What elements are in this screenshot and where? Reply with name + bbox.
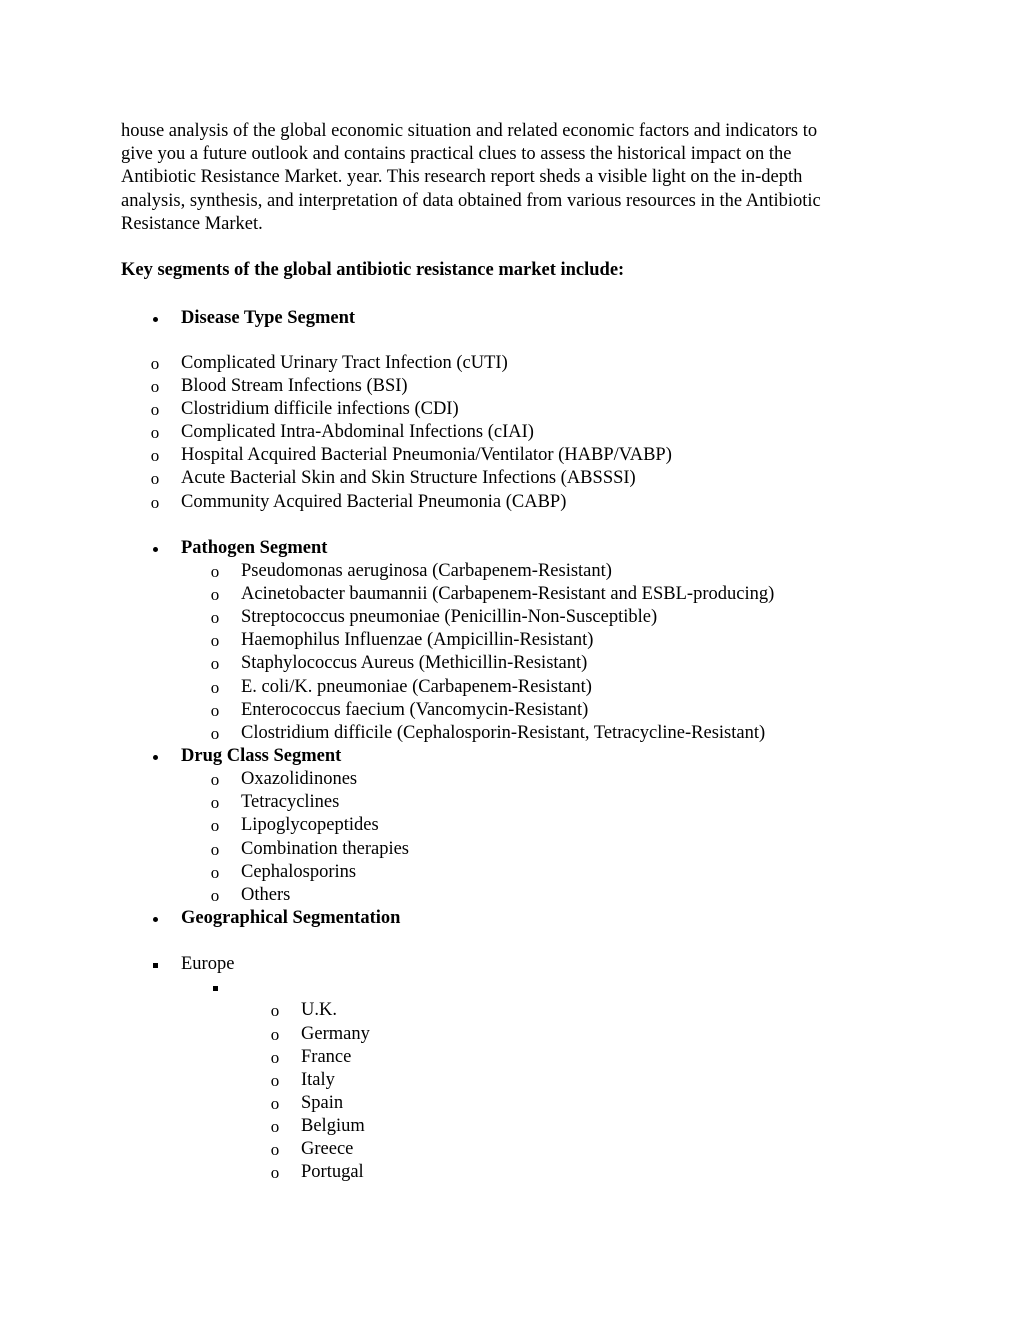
bullet-marker xyxy=(148,907,162,930)
list-item-text: Acute Bacterial Skin and Skin Structure Infections (ABSSSI) xyxy=(181,468,636,488)
circle-marker: o xyxy=(210,631,220,650)
list-item-text: Spain xyxy=(301,1093,344,1113)
bullet-marker xyxy=(148,307,162,330)
list-item-text: Blood Stream Infections (BSI) xyxy=(181,376,408,396)
intro-paragraph xyxy=(121,120,911,236)
circle-marker: o xyxy=(270,1048,280,1067)
list-item-text: U.K. xyxy=(301,1000,337,1020)
circle-marker: o xyxy=(150,354,160,373)
list-item-text: Tetracyclines xyxy=(241,792,340,812)
segment-title: Geographical Segmentation xyxy=(181,908,401,928)
circle-marker: o xyxy=(150,423,160,442)
circle-marker: o xyxy=(210,701,220,720)
intro-line: Resistance Market. xyxy=(121,213,263,234)
bullet-marker xyxy=(148,537,162,560)
list-item-text: Clostridium difficile (Cephalosporin-Resistant, Tetracycline-Resistant) xyxy=(241,723,766,743)
intro-line: give you a future outlook and contains practical clues to assess the historical impact on the xyxy=(121,144,792,165)
circle-marker: o xyxy=(210,562,220,581)
list-item-text: Streptococcus pneumoniae (Penicillin-Non-Susceptible) xyxy=(241,607,658,627)
circle-marker: o xyxy=(150,493,160,512)
circle-marker: o xyxy=(270,1140,280,1159)
intro-line: Antibiotic Resistance Market. year. This research report sheds a visible light on the in-depth xyxy=(121,167,803,188)
circle-marker: o xyxy=(270,1025,280,1044)
circle-marker: o xyxy=(210,678,220,697)
circle-marker: o xyxy=(210,793,220,812)
circle-marker: o xyxy=(210,816,220,835)
list-item-text: Enterococcus faecium (Vancomycin-Resistant) xyxy=(241,700,589,720)
circle-marker: o xyxy=(210,608,220,627)
circle-marker: o xyxy=(150,446,160,465)
segment-title: Pathogen Segment xyxy=(181,538,328,558)
list-item-text: Pseudomonas aeruginosa (Carbapenem-Resistant) xyxy=(241,561,612,581)
circle-marker: o xyxy=(210,840,220,859)
circle-marker: o xyxy=(270,1071,280,1090)
list-item-text: Greece xyxy=(301,1139,354,1159)
circle-marker: o xyxy=(270,1163,280,1182)
list-item-text: Haemophilus Influenzae (Ampicillin-Resistant) xyxy=(241,630,594,650)
circle-marker: o xyxy=(270,1117,280,1136)
circle-marker: o xyxy=(210,770,220,789)
bullet-marker xyxy=(148,745,162,768)
circle-marker: o xyxy=(210,863,220,882)
square-marker xyxy=(148,953,162,976)
list-item-text: Cephalosporins xyxy=(241,862,357,882)
list-item-text: Oxazolidinones xyxy=(241,769,358,789)
segment-title: Drug Class Segment xyxy=(181,746,342,766)
list-item-text: Italy xyxy=(301,1070,335,1090)
circle-marker: o xyxy=(210,886,220,905)
list-item-text: Clostridium difficile infections (CDI) xyxy=(181,399,459,419)
intro-line: analysis, synthesis, and interpretation of data obtained from various resources in the Antibiotic xyxy=(121,190,821,211)
list-item-text: Germany xyxy=(301,1024,370,1044)
circle-marker: o xyxy=(210,585,220,604)
list-item-text: France xyxy=(301,1047,352,1067)
circle-marker: o xyxy=(150,469,160,488)
segment-title: Disease Type Segment xyxy=(181,308,356,328)
circle-marker: o xyxy=(270,1094,280,1113)
circle-marker: o xyxy=(150,377,160,396)
circle-marker: o xyxy=(270,1001,280,1020)
circle-marker: o xyxy=(210,654,220,673)
circle-marker: o xyxy=(210,724,220,743)
list-item-text: Belgium xyxy=(301,1116,365,1136)
list-item-text: Complicated Urinary Tract Infection (cUTI) xyxy=(181,353,508,373)
list-item-text: Staphylococcus Aureus (Methicillin-Resistant) xyxy=(241,653,588,673)
section-heading: Key segments of the global antibiotic resistance market include: xyxy=(121,260,625,280)
list-item-text: Portugal xyxy=(301,1162,364,1182)
list-item-text: Others xyxy=(241,885,291,905)
list-item-text: Combination therapies xyxy=(241,839,410,859)
circle-marker: o xyxy=(150,400,160,419)
intro-line: house analysis of the global economic situation and related economic factors and indicators to xyxy=(121,121,818,141)
list-item-text: Community Acquired Bacterial Pneumonia (CABP) xyxy=(181,492,567,512)
list-item-text: Complicated Intra-Abdominal Infections (cIAI) xyxy=(181,422,534,442)
list-item-text: Hospital Acquired Bacterial Pneumonia/Ventilator (HABP/VABP) xyxy=(181,445,672,465)
region-text: Europe xyxy=(181,954,235,974)
list-item-text: E. coli/K. pneumoniae (Carbapenem-Resistant) xyxy=(241,677,592,697)
list-item-text: Acinetobacter baumannii (Carbapenem-Resistant and ESBL-producing) xyxy=(241,584,775,604)
square-marker xyxy=(208,976,222,999)
list-item-text: Lipoglycopeptides xyxy=(241,815,379,835)
